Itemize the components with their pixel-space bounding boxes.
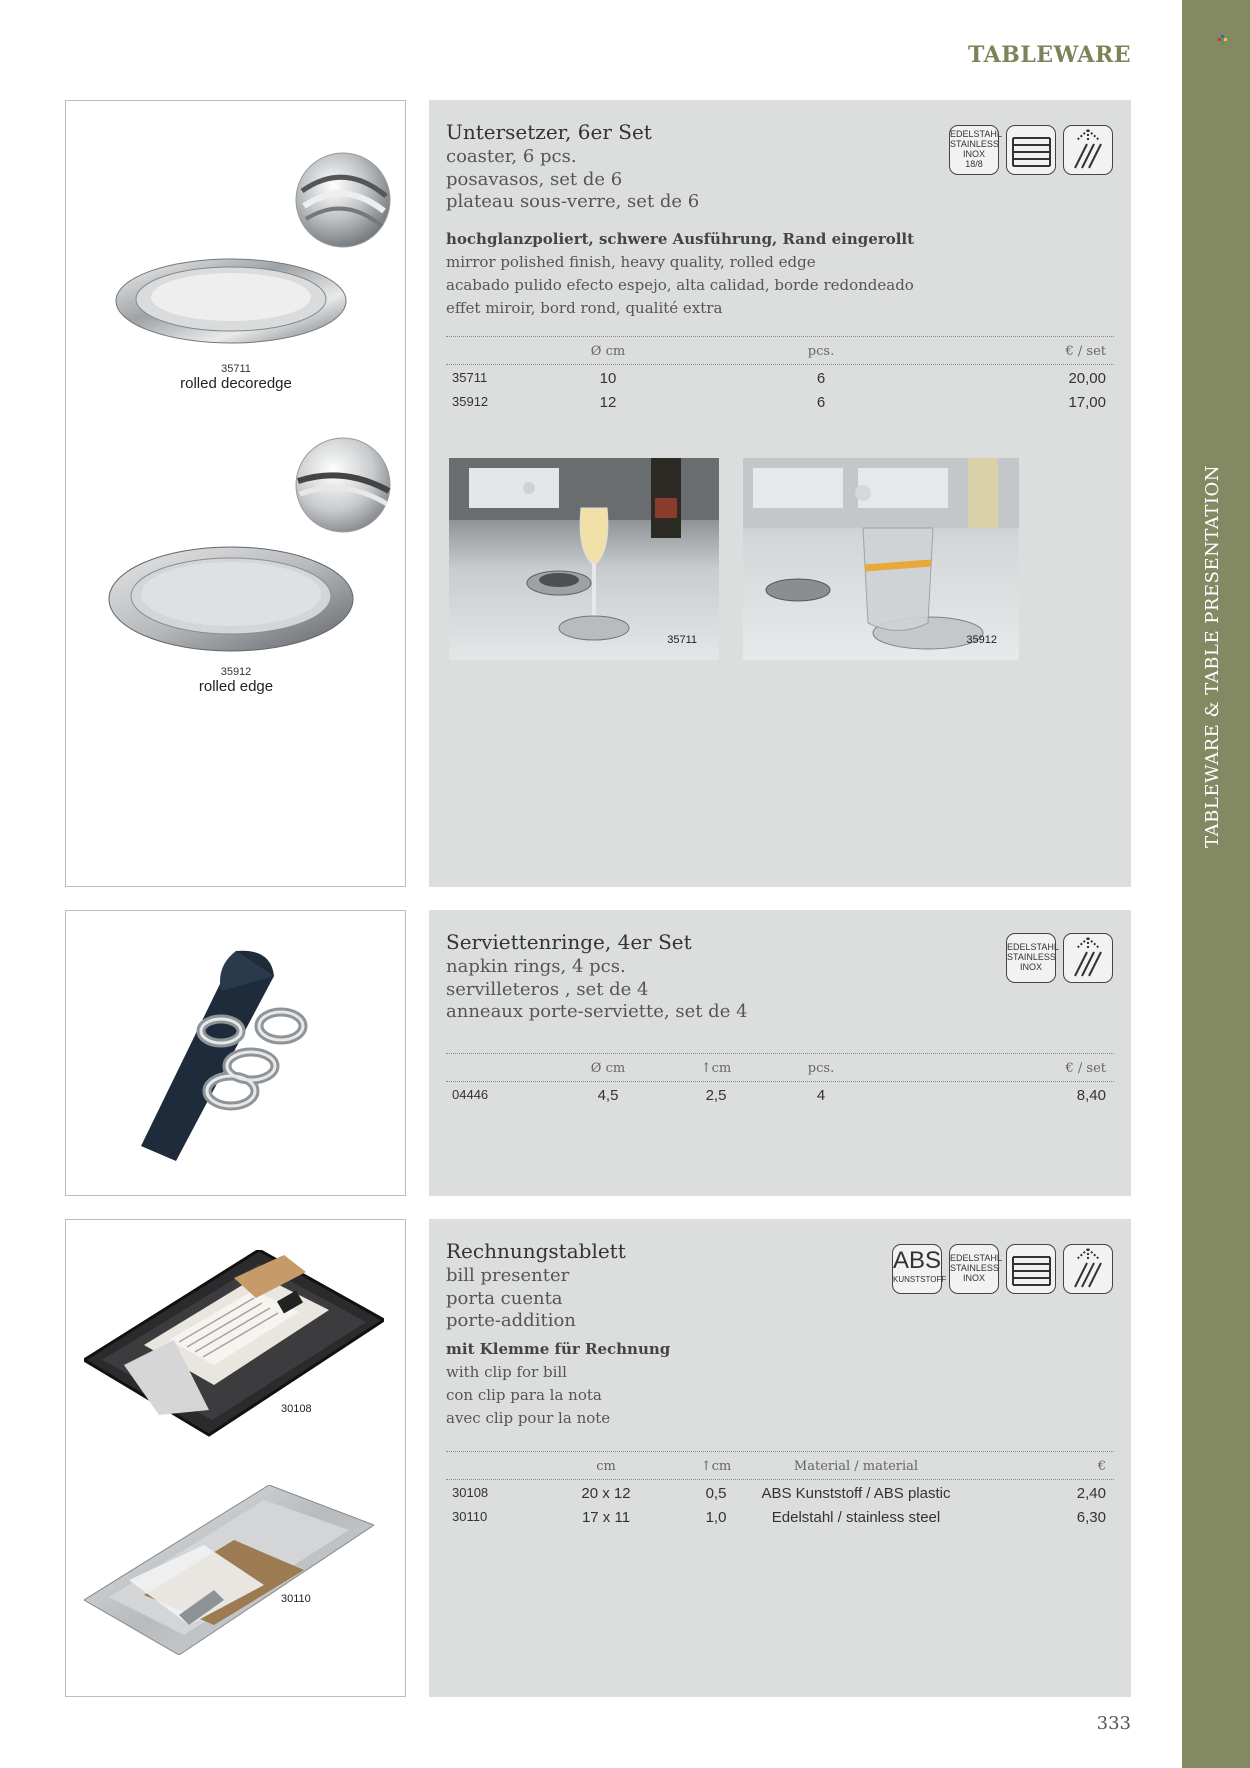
- description-en: mirror polished finish, heavy quality, rolled edge: [446, 253, 816, 271]
- product-panel-napkin-rings: [429, 910, 1131, 1196]
- price-cell: 6,30: [1076, 1509, 1106, 1526]
- stackable-icon: [1006, 125, 1056, 175]
- photo-label: 35912: [966, 634, 997, 646]
- table-row: [446, 1480, 1114, 1504]
- bill-presenter-image-30108: [84, 1250, 384, 1440]
- sidebar-band: [1182, 0, 1250, 1768]
- table-cell: 4,5: [597, 1087, 619, 1104]
- product-title-en: napkin rings, 4 pcs.: [446, 956, 626, 977]
- table-row: [446, 1504, 1114, 1528]
- lifestyle-photo-35912: [743, 458, 1019, 660]
- price-cell: 2,40: [1076, 1485, 1106, 1502]
- table-cell: 2,5: [705, 1087, 727, 1104]
- article-number: 30110: [452, 1509, 488, 1524]
- description-fr: avec clip pour la note: [446, 1409, 611, 1427]
- product-title-translations: [446, 146, 699, 214]
- page-title: TABLEWARE: [968, 42, 1131, 68]
- napkin-rings-image: [136, 946, 336, 1166]
- article-number: 35711: [452, 370, 488, 385]
- table-cell: 20 x 12: [581, 1485, 631, 1502]
- table-header: [446, 337, 1114, 364]
- table-cell: 0,5: [705, 1485, 727, 1502]
- image-code: 30108: [281, 1403, 312, 1415]
- lifestyle-photo-35711: [449, 458, 719, 660]
- image-code: 35711: [221, 363, 251, 375]
- symbol-line: EDELSTAHL: [950, 1253, 1002, 1263]
- abs-plastic-icon: [892, 1244, 947, 1294]
- table-row: [446, 389, 1114, 413]
- table-header: [446, 1452, 1114, 1479]
- symbol-line: EDELSTAHL: [950, 129, 1002, 139]
- bill-presenter-image-30110: [84, 1485, 374, 1655]
- price-table-bill-presenter: [446, 1451, 1114, 1528]
- product-title-translations: [446, 956, 748, 1024]
- column-header-price: € / set: [1065, 344, 1106, 359]
- page-number: 333: [1096, 1713, 1131, 1734]
- product-title-es: porta cuenta: [446, 1287, 563, 1309]
- product-description: [446, 228, 914, 320]
- product-title-de: Rechnungstablett: [446, 1239, 626, 1263]
- image-code: 30110: [281, 1593, 311, 1605]
- article-number: 30108: [452, 1485, 489, 1500]
- sidebar-title: [1202, 465, 1232, 848]
- image-caption-text: rolled decoredge: [180, 375, 292, 392]
- price-table-napkin-rings: [446, 1053, 1114, 1106]
- description-fr: effet miroir, bord rond, qualité extra: [446, 299, 723, 317]
- product-title-en: coaster, 6 pcs.: [446, 146, 577, 167]
- column-header-material: Material / material: [793, 1459, 919, 1474]
- stainless-steel-icon: [1006, 933, 1059, 983]
- product-panel-coasters: [429, 100, 1131, 887]
- stainless-steel-icon: [949, 1244, 1002, 1294]
- up-arrow-icon: ↑: [700, 1061, 712, 1076]
- table-cell: 6: [816, 370, 826, 387]
- table-cell: 17 x 11: [581, 1509, 631, 1526]
- product-title-en: bill presenter: [446, 1265, 570, 1286]
- image-code: 35912: [220, 666, 252, 678]
- dishwasher-safe-icon: [1063, 933, 1113, 983]
- symbol-line: INOX: [962, 149, 985, 159]
- table-row: [446, 1082, 1114, 1106]
- table-row: [446, 365, 1114, 389]
- symbol-line: STAINLESS: [1007, 952, 1056, 962]
- table-cell: 1,0: [705, 1509, 727, 1526]
- product-symbols: [949, 125, 1114, 175]
- product-symbols: [892, 1244, 1114, 1294]
- column-header-pcs: pcs.: [807, 1061, 835, 1076]
- sidebar-title-text: TABLEWARE & TABLE PRESENTATION: [1202, 465, 1223, 848]
- table-cell: 6: [816, 394, 826, 411]
- article-number: 35912: [452, 394, 489, 409]
- product-image-box-napkin-rings: [65, 910, 406, 1196]
- description-de: mit Klemme für Rechnung: [446, 1340, 671, 1358]
- column-header-size: cm: [596, 1459, 616, 1474]
- stainless-steel-18-8-icon: [949, 125, 1002, 175]
- price-cell: 17,00: [1068, 394, 1106, 411]
- stackable-icon: [1006, 1244, 1056, 1294]
- description-es: con clip para la nota: [446, 1386, 602, 1404]
- table-cell: Edelstahl / stainless steel: [771, 1509, 941, 1526]
- coaster-image-35912: [106, 541, 356, 661]
- price-table-coasters: [446, 336, 1114, 413]
- table-cell: ABS Kunststoff / ABS plastic: [761, 1485, 951, 1502]
- article-number: 04446: [452, 1087, 489, 1102]
- coaster-image-35711: [111, 251, 351, 351]
- table-cell: 4: [816, 1087, 826, 1104]
- symbol-big-text: ABS: [893, 1247, 942, 1274]
- symbol-line: 18/8: [965, 159, 983, 169]
- column-header-price: € / set: [1065, 1061, 1106, 1076]
- column-header-pcs: pcs.: [807, 344, 835, 359]
- product-title-es: posavasos, set de 6: [446, 168, 623, 190]
- image-caption-35711: [126, 363, 346, 392]
- table-cell: 12: [599, 394, 617, 411]
- product-image-box-bill-presenter: [65, 1219, 406, 1697]
- table-cell: 10: [599, 370, 617, 387]
- product-title-fr: plateau sous-verre, set de 6: [446, 191, 700, 212]
- column-header-height: [701, 1061, 732, 1076]
- product-title-de: Serviettenringe, 4er Set: [446, 930, 692, 954]
- symbol-line: STAINLESS: [950, 1263, 999, 1273]
- product-title-de: Untersetzer, 6er Set: [446, 120, 652, 144]
- column-header-height: [701, 1459, 732, 1474]
- table-header: [446, 1054, 1114, 1081]
- dishwasher-safe-icon: [1063, 1244, 1113, 1294]
- product-title-fr: anneaux porte-serviette, set de 4: [446, 1001, 748, 1022]
- column-header-height-label: cm: [711, 1459, 732, 1474]
- symbol-line: EDELSTAHL: [1007, 942, 1059, 952]
- image-caption-35912: [126, 666, 346, 695]
- photo-label: 35711: [667, 634, 697, 646]
- up-arrow-icon: ↑: [700, 1459, 712, 1474]
- column-header-diameter: Ø cm: [590, 344, 626, 359]
- product-description: [446, 1338, 670, 1430]
- description-es: acabado pulido efecto espejo, alta calidad, borde redondeado: [446, 276, 914, 294]
- product-panel-bill-presenter: [429, 1219, 1131, 1697]
- color-dots-icon: [1218, 35, 1228, 45]
- symbol-line: INOX: [962, 1273, 985, 1283]
- column-header-height-label: cm: [711, 1061, 732, 1076]
- symbol-line: INOX: [1019, 962, 1042, 972]
- image-caption-text: rolled edge: [198, 678, 274, 695]
- symbol-small-text: KUNSTSTOFF: [893, 1275, 947, 1284]
- price-cell: 8,40: [1076, 1087, 1106, 1104]
- product-image-box-coasters: [65, 100, 406, 887]
- price-cell: 20,00: [1068, 370, 1106, 387]
- product-title-fr: porte-addition: [446, 1310, 576, 1331]
- symbol-line: STAINLESS: [950, 139, 999, 149]
- column-header-diameter: Ø cm: [590, 1061, 626, 1076]
- product-title-translations: [446, 1265, 576, 1333]
- description-de: hochglanzpoliert, schwere Ausführung, Rand eingerollt: [446, 230, 915, 248]
- dishwasher-safe-icon: [1063, 125, 1113, 175]
- product-symbols: [1006, 933, 1114, 983]
- column-header-price: €: [1097, 1459, 1106, 1474]
- description-en: with clip for bill: [446, 1363, 567, 1381]
- edge-detail-image-35912: [294, 436, 392, 534]
- product-title-es: servilleteros , set de 4: [446, 978, 649, 1000]
- edge-detail-image-35711: [294, 151, 392, 249]
